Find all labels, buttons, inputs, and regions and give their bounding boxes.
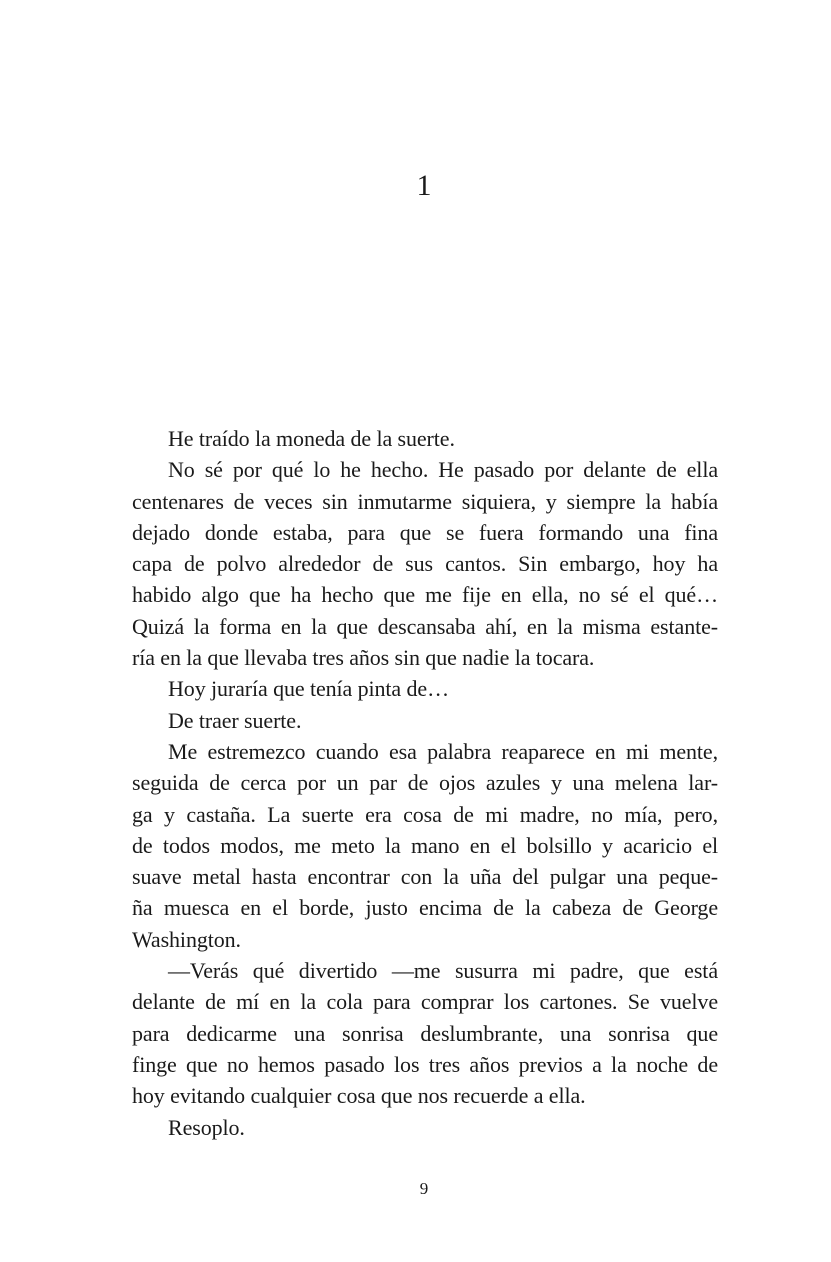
page-number: 9 [419,1179,429,1198]
text-line: para dedicarme una sonrisa deslumbrante, una sonrisa que [132,1020,718,1046]
text-line: He traído la moneda de la suerte. [168,426,455,451]
text-line: —Verás qué divertido —me susurra mi padre, que está [168,958,718,984]
text-line: Quizá la forma en la que descansaba ahí, en la misma estante- [132,613,718,639]
chapter-number: 1 [416,169,432,202]
text-line: centenares de veces sin inmutarme siquiera, y siempre la había [132,488,718,514]
text-line: finge que no hemos pasado los tres años previos a la noche de [132,1051,718,1077]
text-line: No sé por qué lo he hecho. He pasado por delante de ella [168,457,718,483]
text-line: Washington. [132,926,241,952]
text-line: ña muesca en el borde, justo encima de la cabeza de George [132,895,718,921]
text-line: ría en la que llevaba tres años sin que nadie la tocara. [132,645,595,671]
text-line: De traer suerte. [168,707,302,733]
text-line: capa de polvo alrededor de sus cantos. Sin embargo, hoy ha [132,551,718,577]
text-line: Hoy juraría que tenía pinta de… [168,676,449,702]
text-line: delante de mí en la cola para comprar los cartones. Se vuelve [132,989,718,1015]
text-line: de todos modos, me meto la mano en el bolsillo y acaricio el [132,832,718,858]
text-line: dejado donde estaba, para que se fuera formando una fina [132,519,718,545]
text-line: habido algo que ha hecho que me fije en ella, no sé el qué… [132,582,718,608]
text-line: hoy evitando cualquier cosa que nos recuerde a ella. [132,1083,586,1109]
text-line: suave metal hasta encontrar con la uña del pulgar una peque- [132,864,718,890]
text-line: Me estremezco cuando esa palabra reaparece en mi mente, [168,738,718,764]
body-text [132,423,718,1143]
text-line: seguida de cerca por un par de ojos azules y una melena lar- [132,770,718,796]
text-line: ga y castaña. La suerte era cosa de mi madre, no mía, pero, [132,801,718,827]
text-line: Resoplo. [168,1114,245,1140]
